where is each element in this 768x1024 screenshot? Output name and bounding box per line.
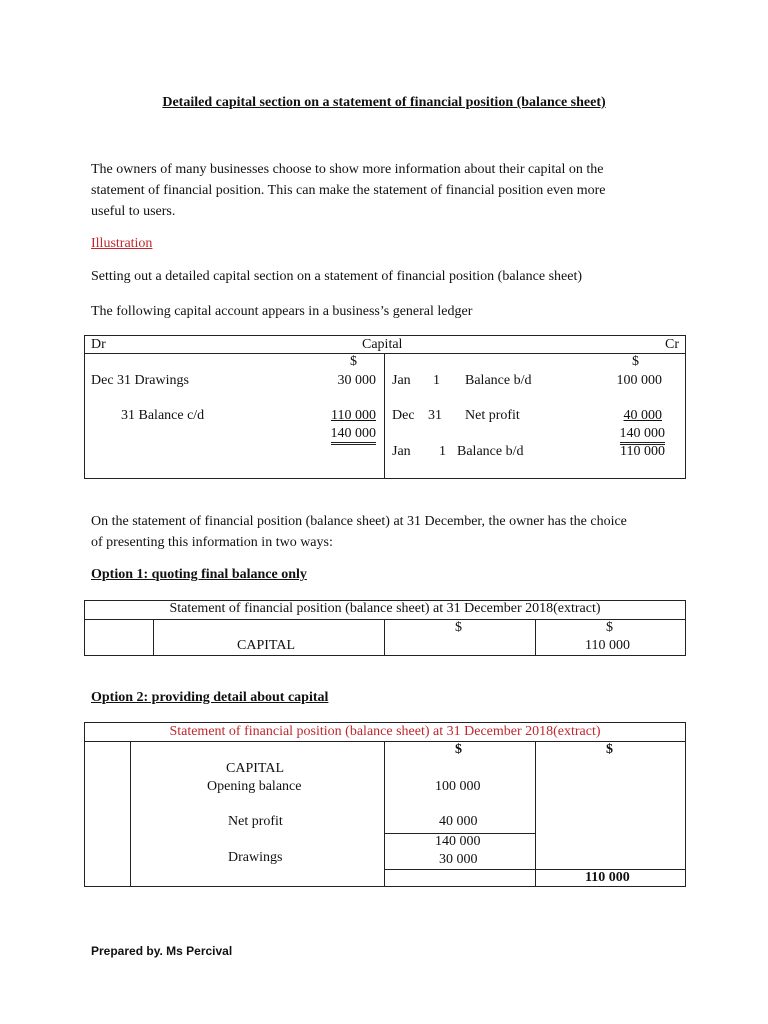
option2-title-rule [85, 741, 685, 742]
illustration-label: Illustration [91, 236, 153, 251]
ledger-left-total: 140 000 [331, 426, 377, 445]
ledger-right-row1-amount: 100 000 [616, 373, 662, 388]
choice-line-2: of presenting this information in two ways: [91, 535, 333, 550]
option2-col-rule-1 [130, 741, 131, 886]
ledger-left-currency: $ [350, 354, 357, 369]
ledger-right-row3-label: Balance b/d [457, 444, 524, 459]
option2-col-rule-3 [535, 741, 536, 886]
option2-final-amount: 110 000 [585, 870, 630, 885]
ledger-header-rule [85, 353, 685, 354]
option2-opening-label: Opening balance [207, 779, 302, 794]
option2-net-profit-amount: 40 000 [439, 814, 478, 829]
intro-line-1: The owners of many businesses choose to show more information about their capital on the [91, 162, 604, 177]
option1-table-title: Statement of financial position (balance sheet) at 31 December 2018(extract) [169, 601, 601, 616]
option1-col-rule-1 [153, 619, 154, 655]
footer-prepared-by: Prepared by. Ms Percival [91, 944, 233, 958]
ledger-right-row2-amount: 40 000 [623, 408, 662, 423]
ledger-right-row2-month: Dec [392, 408, 415, 423]
option1-table [84, 600, 686, 656]
option2-currency-1: $ [455, 742, 462, 757]
intro-paragraph [91, 159, 681, 222]
option1-col-rule-3 [535, 619, 536, 655]
option2-drawings-amount: 30 000 [439, 852, 478, 867]
choice-paragraph [91, 511, 681, 553]
ledger-left-row1-label: Dec 31 Drawings [91, 373, 189, 388]
ledger-left-row2-amount: 110 000 [331, 408, 376, 423]
page-title: Detailed capital section on a statement of financial position (balance sheet) [162, 95, 606, 110]
option2-net-profit-label: Net profit [228, 814, 283, 829]
option2-col-rule-2 [384, 741, 385, 886]
ledger-right-row2-label: Net profit [465, 408, 520, 423]
ledger-cr: Cr [665, 337, 679, 352]
option1-col-rule-2 [384, 619, 385, 655]
ledger-right-currency: $ [632, 354, 639, 369]
option1-currency-2: $ [606, 620, 613, 635]
following-text: The following capital account appears in a business’s general ledger [91, 304, 473, 319]
ledger-right-row3-day: 1 [439, 444, 446, 459]
option2-table [84, 722, 686, 887]
ledger-dr: Dr [91, 337, 106, 352]
capital-ledger [84, 335, 686, 479]
choice-line-1: On the statement of financial position (balance sheet) at 31 December, the owner has the choice [91, 514, 627, 529]
ledger-right-row2-day: 31 [428, 408, 442, 423]
setting-out-text: Setting out a detailed capital section on a statement of financial position (balance sheet) [91, 269, 582, 284]
option2-final-rule [384, 869, 685, 870]
ledger-right-row3-month: Jan [392, 444, 411, 459]
ledger-right-row1-label: Balance b/d [465, 373, 532, 388]
option1-capital-label: CAPITAL [237, 638, 295, 653]
option1-heading: Option 1: quoting final balance only [91, 567, 307, 582]
intro-line-2: statement of financial position. This can make the statement of financial position even more [91, 183, 606, 198]
option2-currency-2: $ [606, 742, 613, 757]
ledger-divider [384, 353, 385, 478]
option2-heading: Option 2: providing detail about capital [91, 690, 329, 705]
option2-subtotal: 140 000 [435, 834, 481, 849]
option1-title-rule [85, 619, 685, 620]
ledger-right-row3-amount: 110 000 [620, 444, 665, 459]
ledger-left-row1-amount: 30 000 [337, 373, 376, 388]
ledger-left-row2-label: 31 Balance c/d [121, 408, 205, 423]
option2-opening-amount: 100 000 [435, 779, 481, 794]
option2-table-title: Statement of financial position (balance sheet) at 31 December 2018(extract) [169, 724, 601, 739]
option2-drawings-label: Drawings [228, 850, 283, 865]
intro-line-3: useful to users. [91, 204, 176, 219]
option2-capital-label: CAPITAL [226, 761, 284, 776]
ledger-right-total: 140 000 [620, 426, 666, 445]
ledger-right-row1-day: 1 [433, 373, 440, 388]
ledger-title: Capital [362, 337, 403, 352]
ledger-right-row1-month: Jan [392, 373, 411, 388]
option1-capital-amount: 110 000 [585, 638, 630, 653]
option1-currency-1: $ [455, 620, 462, 635]
